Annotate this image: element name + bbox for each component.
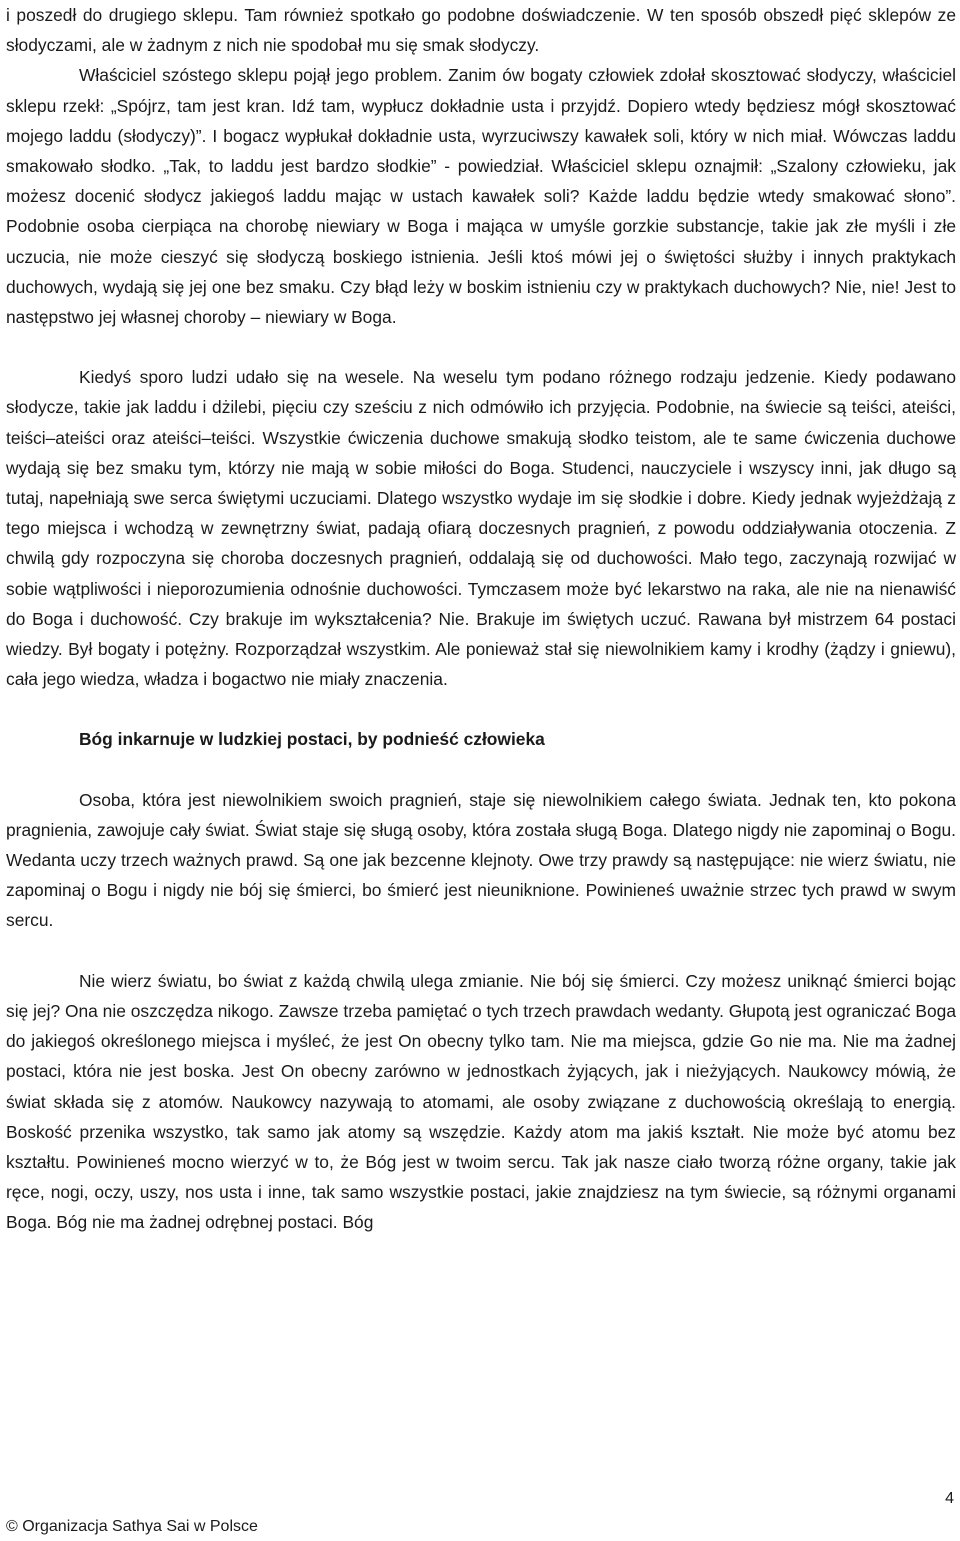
document-page bbox=[6, 0, 956, 1238]
paragraph-5: Nie wierz światu, bo świat z każdą chwilą ulega zmianie. Nie bój się śmierci. Czy możesz uniknąć śmierci bojąc się jej? Ona nie oszczędza nikogo. Zawsze trzeba pamiętać o tych trzech prawdach wedanty. Głupotą jest ograniczać Boga do jakiegoś określonego miejsca i myśleć, że jest On obecny tylko tam. Nie ma miejsca, gdzie Go nie ma. Nie ma żadnej postaci, która nie jest boska. Jest On obecny zarówno w jednostkach żyjących, jak i nieżyjących. Naukowcy mówią, że świat składa się z atomów. Naukowcy nazywają to atomami, ale osoby związane z duchowością określają to energią. Boskość przenika wszystko, tak samo jak atomy są wszędzie. Każdy atom ma jakiś kształt. Nie może być atomu bez kształtu. Powinieneś mocno wierzyć w to, że Bóg jest w twoim sercu. Tak jak nasze ciało tworzą różne organy, takie jak ręce, nogi, oczy, uszy, nos usta i inne, tak samo wszystkie postaci, jakie znajdziesz na tym świecie, są różnymi organami Boga. Bóg nie ma żadnej odrębnej postaci. Bóg bbox=[6, 970, 956, 1233]
paragraph-4: Osoba, która jest niewolnikiem swoich pragnień, staje się niewolnikiem całego świata. Jednak ten, kto pokona pragnienia, zawojuje cały świat. Świat staje się sługą osoby, która została sługą Boga. Dlatego nigdy nie zapominaj o Bogu. Wedanta uczy trzech ważnych prawd. Są one jak bezcenne klejnoty. Owe trzy prawdy są następujące: nie wierz światu, nie zapominaj o Bogu i nigdy nie bój się śmierci, bo śmierć jest nieuniknione. Powinieneś uważnie strzec tych prawd w swym sercu. bbox=[6, 789, 956, 931]
page-number: 4 bbox=[945, 1490, 954, 1507]
paragraph-gap bbox=[6, 332, 956, 362]
page-footer bbox=[6, 1490, 954, 1540]
footer-copyright: © Organizacja Sathya Sai w Polsce bbox=[6, 1518, 258, 1535]
paragraph-2: Właściciel szóstego sklepu pojął jego problem. Zanim ów bogaty człowiek zdołał skosztować słodyczy, właściciel sklepu rzekł: „Spójrz, tam jest kran. Idź tam, wypłucz dokładnie usta i przyjdź. Dopiero wtedy będziesz mógł skosztować mojego laddu (słodyczy)”. I bogacz wypłukał dokładnie usta, wyrzuciwszy kawałek soli, który w nich miał. Wówczas laddu smakowało słodko. „Tak, to laddu jest bardzo słodkie” - powiedział. Właściciel sklepu oznajmił: „Szalony człowieku, jak możesz docenić słodycz jakiegoś laddu mając w ustach kawałek soli? Każde laddu będzie wtedy smakować słono”. Podobnie osoba cierpiąca na chorobę niewiary w Boga i mająca w umyśle gorzkie substancje, takie jak złe myśli i złe uczucia, nie może cieszyć się słodyczą boskiego istnienia. Jeśli ktoś mówi jej o świętości służby i innych praktykach duchowych, wydają się jej one bez smaku. Czy błąd leży w boskim istnieniu czy w praktykach duchowych? Nie, nie! Jest to następstwo jej własnej choroby – niewiary w Boga. bbox=[6, 65, 956, 328]
paragraph-1: i poszedł do drugiego sklepu. Tam również spotkało go podobne doświadczenie. W ten sposób obszedł pięć sklepów ze słodyczami, ale w żadnym z nich nie spodobał mu się smak słodyczy. bbox=[6, 5, 956, 56]
paragraph-gap bbox=[6, 755, 956, 785]
paragraph-gap bbox=[6, 694, 956, 724]
section-heading: Bóg inkarnuje w ludzkiej postaci, by podnieść człowieka bbox=[79, 729, 545, 750]
paragraph-gap bbox=[6, 936, 956, 966]
paragraph-3: Kiedyś sporo ludzi udało się na wesele. Na weselu tym podano różnego rodzaju jedzenie. Kiedy podawano słodycze, takie jak laddu i dżilebi, pięciu czy sześciu z nich odmówiło ich przyjęcia. Podobnie, na świecie są teiści, ateiści, teiści–ateiści oraz ateiści–teiści. Wszystkie ćwiczenia duchowe smakują słodko teistom, ale te same ćwiczenia duchowe wydają się bez smaku tym, którzy nie mają w sobie miłości do Boga. Studenci, nauczyciele i wszyscy inni, jak długo są tutaj, napełniają swe serca świętymi uczuciami. Dlatego wszystko wydaje im się słodkie i dobre. Kiedy jednak wyjeżdżają z tego miejsca i wchodzą w zewnętrzny świat, padają ofiarą doczesnych pragnień, z powodu oddziaływania otoczenia. Z chwilą gdy rozpoczyna się choroba doczesnych pragnień, oddalają się od duchowości. Mało tego, zaczynają rozwijać w sobie wątpliwości i nieporozumienia odnośnie duchowości. Tymczasem może być lekarstwo na raka, ale nie na nienawiść do Boga i duchowość. Czy brakuje im wykształcenia? Nie. Brakuje im świętych uczuć. Rawana był mistrzem 64 postaci wiedzy. Był bogaty i potężny. Rozporządzał wszystkim. Ale ponieważ stał się niewolnikiem kamy i krodhy (żądzy i gniewu), cała jego wiedza, władza i bogactwo nie miały znaczenia. bbox=[6, 367, 956, 690]
